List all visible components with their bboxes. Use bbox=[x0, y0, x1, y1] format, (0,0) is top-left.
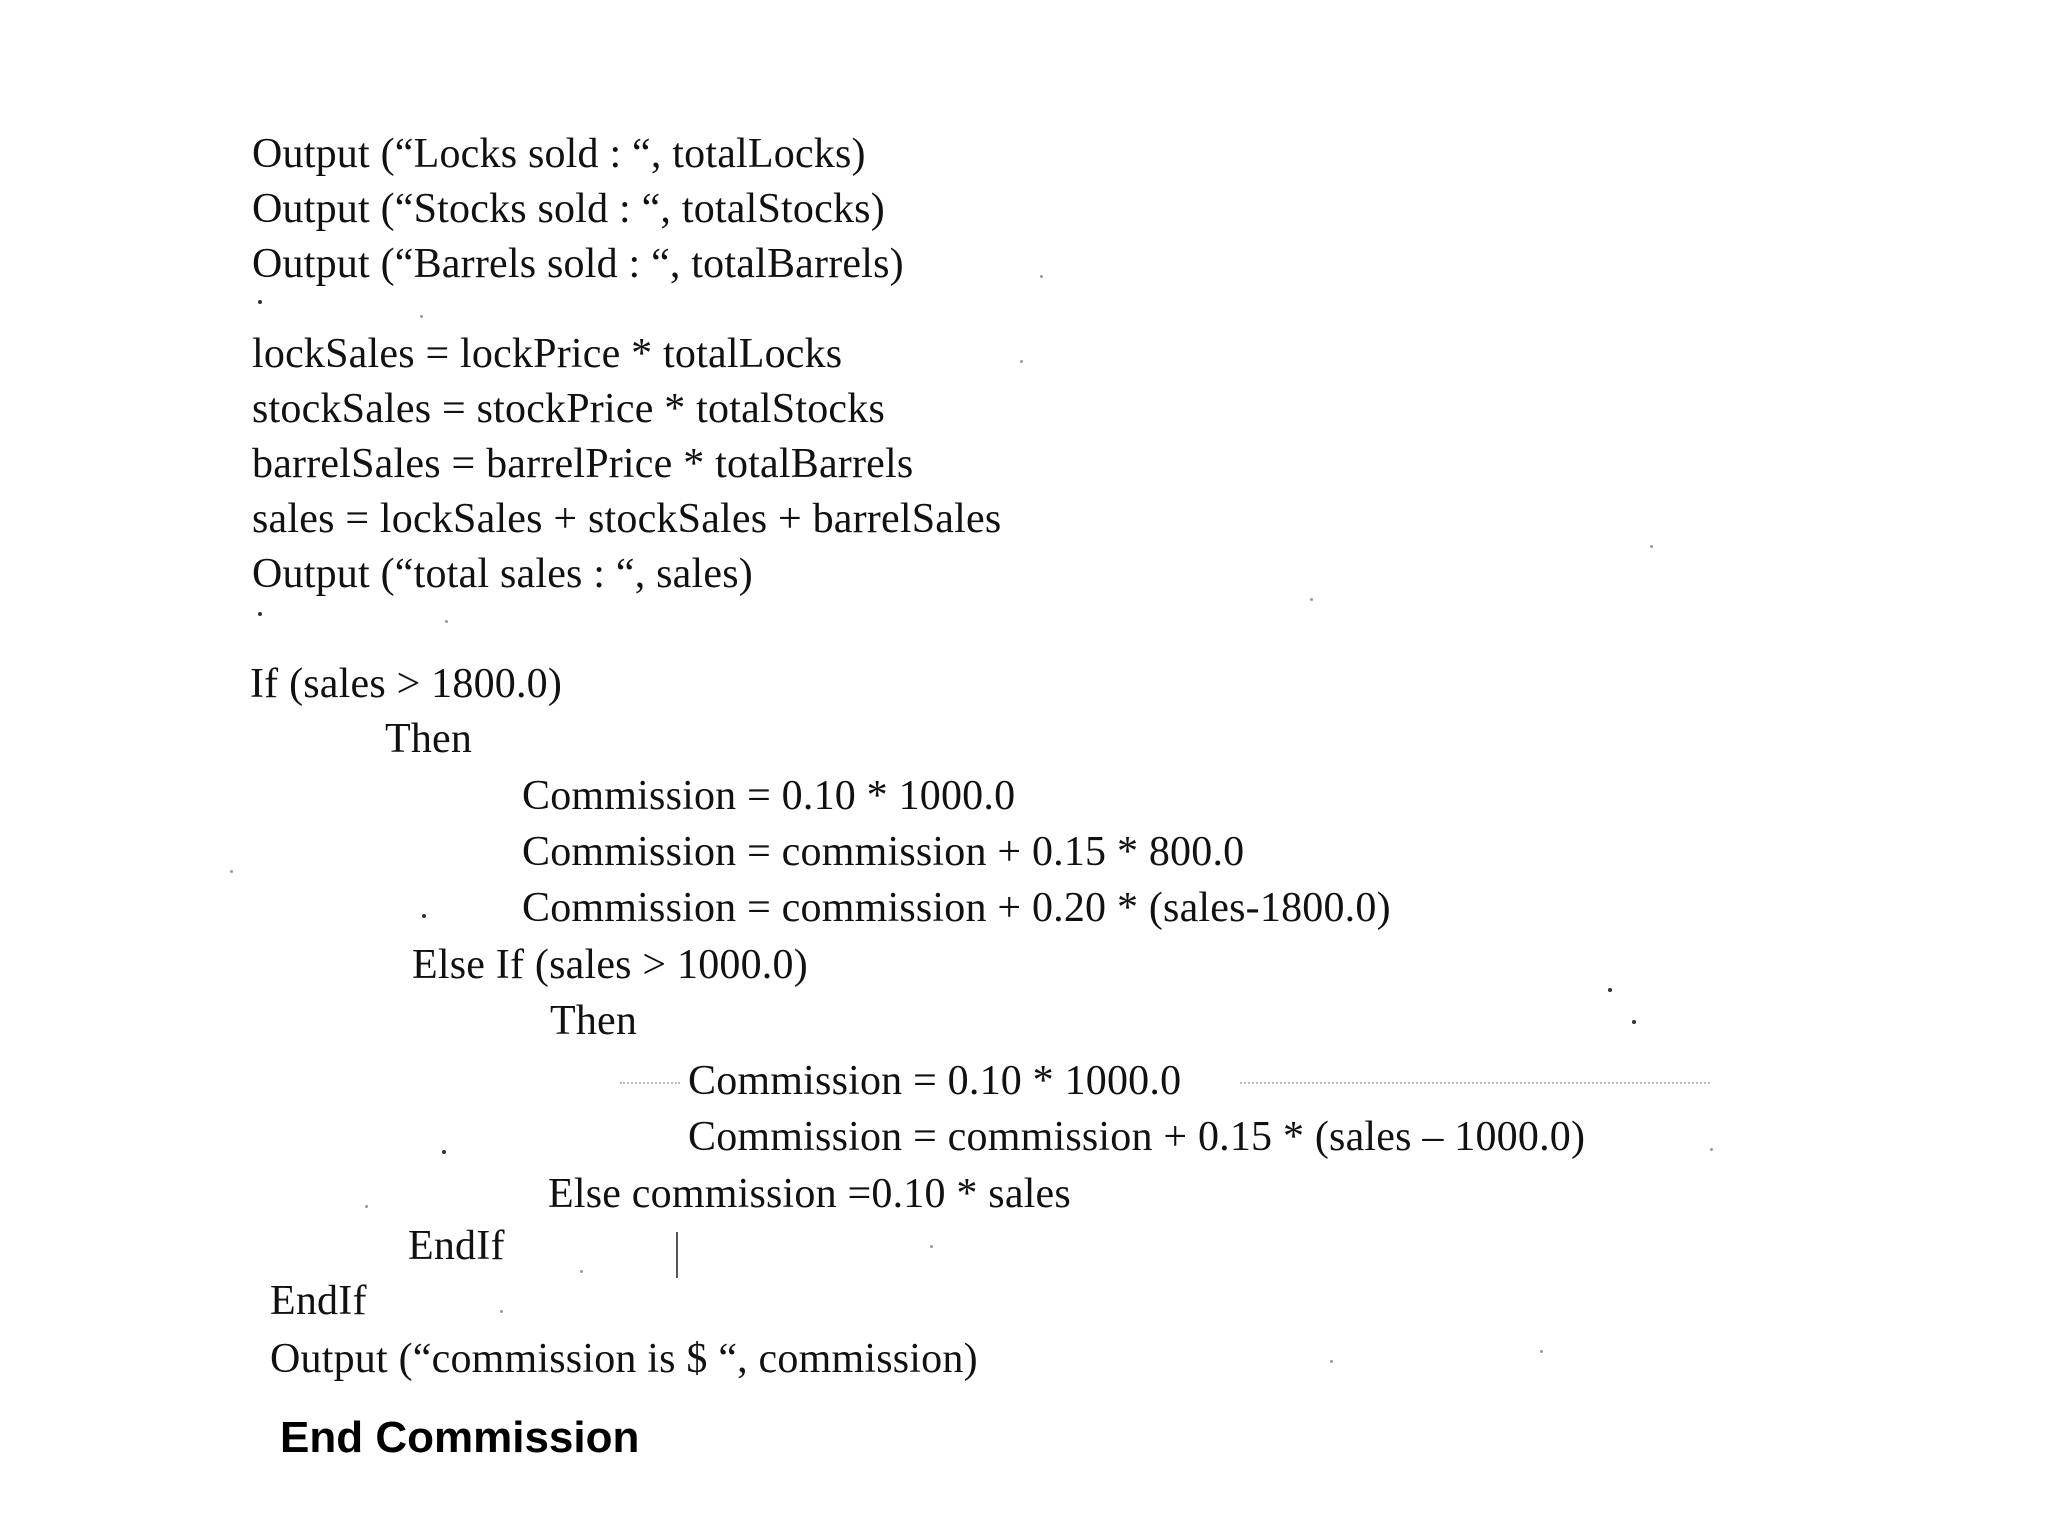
scan-speck bbox=[1710, 1148, 1713, 1151]
scan-speck bbox=[580, 1270, 583, 1273]
code-line: EndIf bbox=[408, 1223, 505, 1269]
scan-speck bbox=[1330, 1360, 1333, 1363]
scan-speck bbox=[1020, 360, 1023, 363]
code-line: Commission = commission + 0.15 * (sales – 1000.0) bbox=[688, 1114, 1586, 1160]
code-line: Commission = commission + 0.15 * 800.0 bbox=[522, 829, 1245, 875]
scan-speck bbox=[445, 620, 448, 623]
code-line: Then bbox=[385, 716, 473, 762]
scan-speck bbox=[1310, 598, 1313, 601]
code-line: Else commission =0.10 * sales bbox=[548, 1171, 1071, 1217]
scan-speck bbox=[258, 300, 262, 304]
scan-speck bbox=[230, 870, 233, 873]
code-line: Then bbox=[550, 998, 638, 1044]
code-line: barrelSales = barrelPrice * totalBarrels bbox=[252, 441, 914, 487]
scan-dotted-line bbox=[1240, 1082, 1710, 1084]
scan-speck bbox=[1650, 545, 1653, 548]
code-line: Commission = 0.10 * 1000.0 bbox=[688, 1058, 1182, 1104]
scan-speck bbox=[365, 1205, 368, 1208]
code-line: Output (“commission is $ “, commission) bbox=[270, 1336, 978, 1382]
code-line: EndIf bbox=[270, 1278, 367, 1324]
scan-speck bbox=[1040, 275, 1043, 278]
code-line: Else If (sales > 1000.0) bbox=[412, 942, 808, 988]
scan-dotted-line bbox=[620, 1082, 680, 1084]
code-line: Output (“Barrels sold : “, totalBarrels) bbox=[252, 241, 904, 287]
scan-speck bbox=[1540, 1350, 1543, 1353]
code-line: Output (“total sales : “, sales) bbox=[252, 551, 753, 597]
scan-speck bbox=[258, 612, 262, 616]
end-commission-label: End Commission bbox=[280, 1413, 640, 1462]
code-line: sales = lockSales + stockSales + barrelSales bbox=[252, 496, 1002, 542]
code-line: Output (“Stocks sold : “, totalStocks) bbox=[252, 186, 885, 232]
scan-speck bbox=[1608, 988, 1612, 992]
scan-speck bbox=[500, 1310, 503, 1313]
scan-speck bbox=[442, 1150, 446, 1154]
code-line: lockSales = lockPrice * totalLocks bbox=[252, 331, 843, 377]
code-line: Output (“Locks sold : “, totalLocks) bbox=[252, 131, 866, 177]
code-line: Commission = 0.10 * 1000.0 bbox=[522, 773, 1016, 819]
code-line: If (sales > 1800.0) bbox=[250, 661, 563, 707]
scan-speck bbox=[1632, 1020, 1636, 1024]
code-line: stockSales = stockPrice * totalStocks bbox=[252, 386, 886, 432]
scan-speck bbox=[420, 315, 423, 318]
scan-speck bbox=[930, 1245, 933, 1248]
code-line: Commission = commission + 0.20 * (sales-1800.0) bbox=[522, 885, 1391, 931]
scan-mark bbox=[676, 1232, 678, 1278]
scan-speck bbox=[422, 914, 426, 918]
